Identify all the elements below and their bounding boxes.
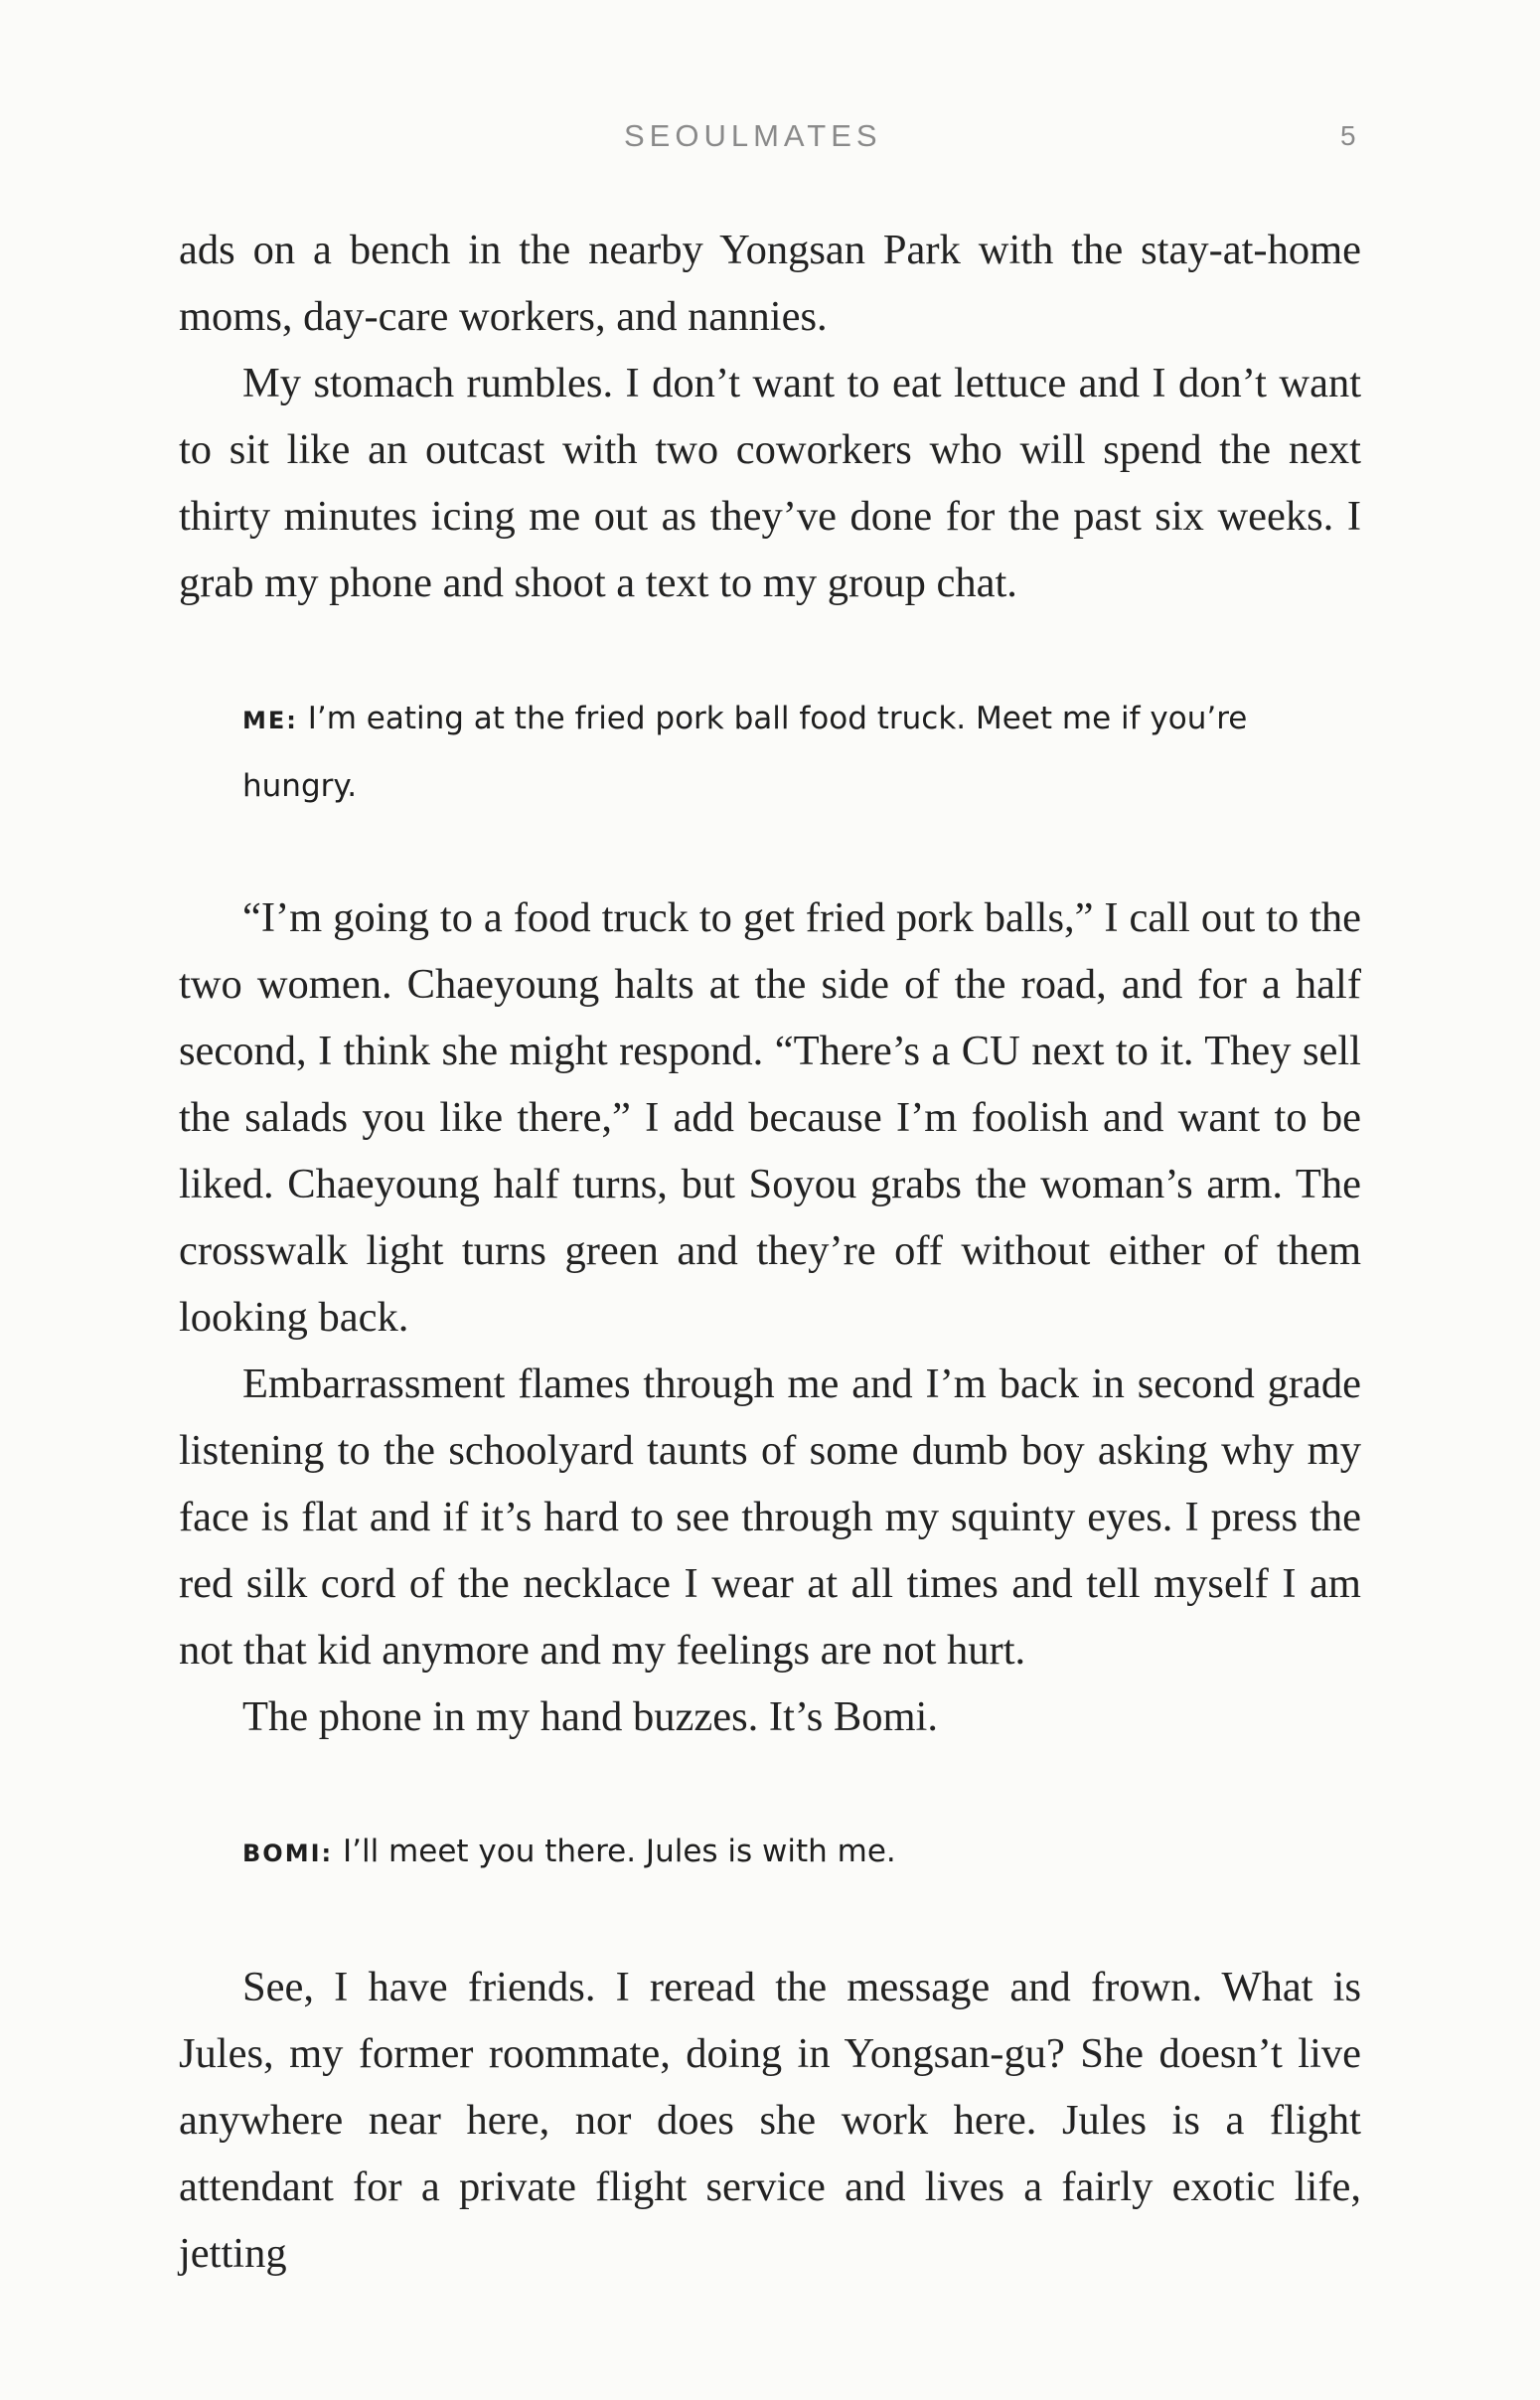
message-speaker: BOMI: (242, 1840, 334, 1867)
paragraph: Embarrassment flames through me and I’m back in second grade listening to the schoolyard taunts of some dumb boy asking why my face is flat and if it’s hard to see through my squinty eyes. I press the red silk cord of the necklace I wear at all times and tell myself I am not that kid anymore and my feelings are not hurt. (179, 1360, 1361, 1674)
text-message-me (242, 686, 1315, 819)
running-title: SEOULMATES (624, 118, 882, 153)
paragraph: The phone in my hand buzzes. It’s Bomi. (242, 1693, 938, 1740)
paragraph: “I’m going to a food truck to get fried pork balls,” I call out to the two women. Chaeyoung halts at the side of the road, and for a half second, I think she might respond. “There’s a CU next to it. They sell the salads you like there,” I add because I’m foolish and want to be liked. Chaeyoung half turns, but Soyou grabs the woman’s arm. The crosswalk light turns green and they’re off without either of them looking back. (179, 894, 1361, 1341)
message-text: I’m eating at the fried pork ball food truck. Meet me if you’re hungry. (242, 701, 1248, 804)
body-text-section-3 (179, 1954, 1361, 2287)
message-speaker: ME: (242, 707, 298, 734)
text-message-bomi (242, 1819, 1315, 1886)
message-text: I’ll meet you there. Jules is with me. (342, 1834, 896, 1869)
page-number: 5 (1340, 120, 1356, 151)
paragraph: My stomach rumbles. I don’t want to eat lettuce and I don’t want to sit like an outcast with two coworkers who will spend the next thirty minutes icing me out as they’ve done for the past six weeks. I grab my phone and shoot a text to my group chat. (179, 360, 1361, 606)
running-head (0, 111, 1540, 161)
body-text-section-1 (179, 217, 1361, 616)
body-text-section-2 (179, 884, 1361, 1750)
paragraph: ads on a bench in the nearby Yongsan Park with the stay-at-home moms, day-care workers, and nannies. (179, 227, 1361, 340)
paragraph: See, I have friends. I reread the message and frown. What is Jules, my former roommate, doing in Yongsan-gu? She doesn’t live anywhere near here, nor does she work here. Jules is a flight attendant for a private flight service and lives a fairly exotic life, jetting (179, 1964, 1361, 2277)
